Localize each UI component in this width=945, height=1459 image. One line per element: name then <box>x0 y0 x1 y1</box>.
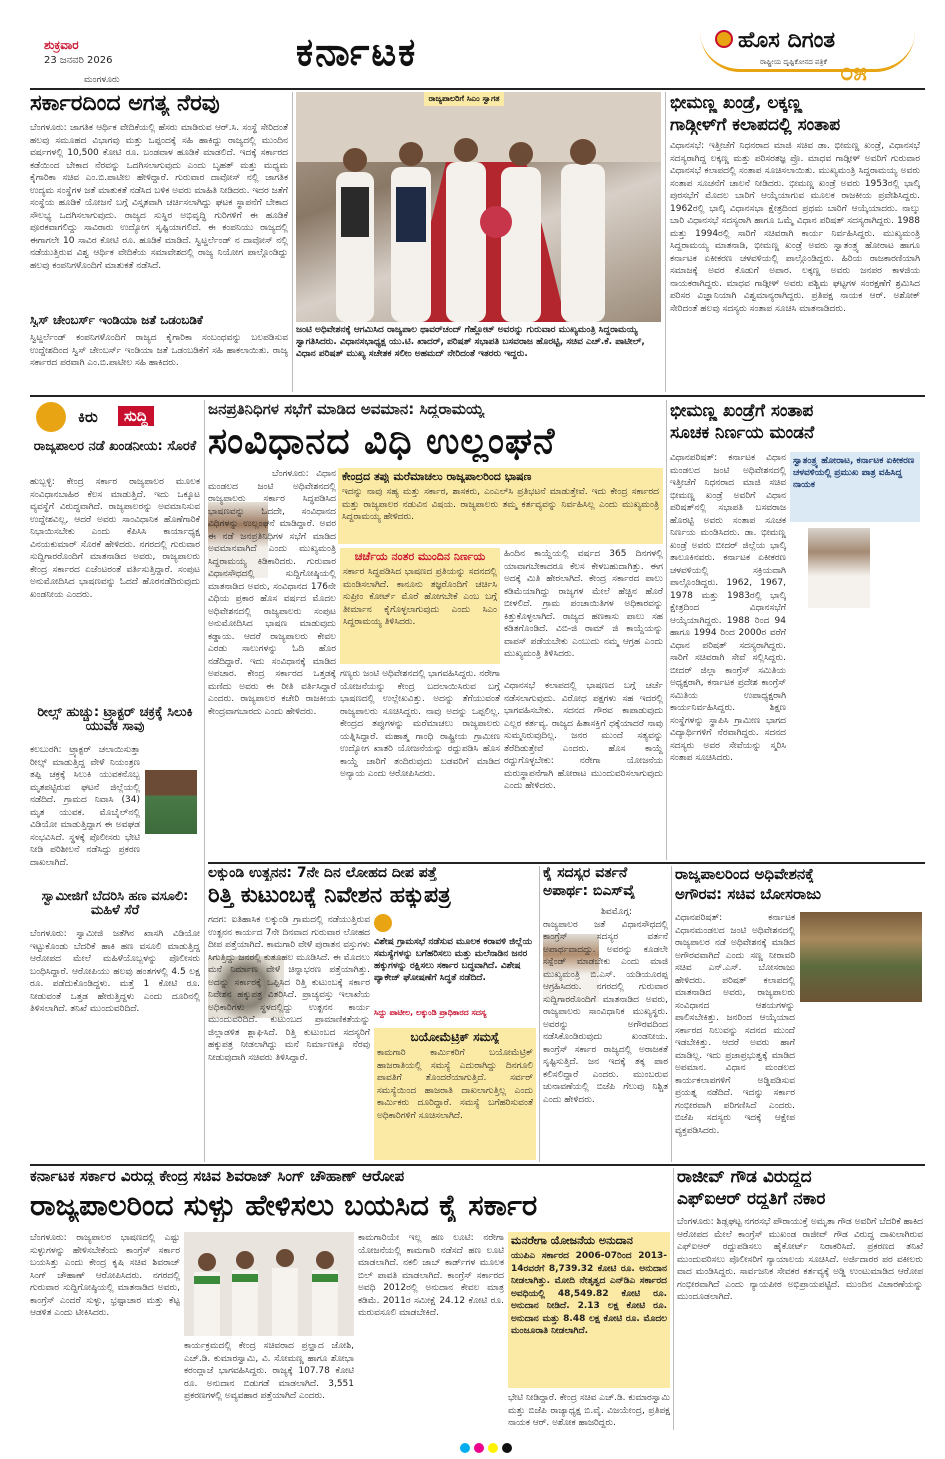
biometric-title: ಬಯೋಮೆಟ್ರಿಕ್ ಸಮಸ್ಯೆ <box>410 1031 500 1044</box>
main-story-kicker: ಜನಪ್ರತಿನಿಧಿಗಳ ಸಭೆಗೆ ಮಾಡಿದ ಅವಮಾನ: ಸಿದ್ದರಾಮಯ್ಯ <box>208 401 485 418</box>
print-registration-marks <box>460 1438 580 1452</box>
rajyapala-headline-2: ಅಗೌರವ: ಸಚಿವ ಬೋಸರಾಜು <box>675 886 822 903</box>
bottom-col3-body: ಕಾಮಗಾರಿಯೇ ಇಲ್ಲ ಹಣ ಲೂಟಿ: ನರೇಗಾ ಯೋಜನೆಯಲ್ಲಿ ಕಾಮಗಾರಿ ನಡೆಸದೆ ಹಣ ಲೂಟಿ ಮಾಡಲಾಗಿದೆ. ನಕಲಿ ಜಾಬ್ ಕಾರ್ಡ್‌ಗಳ ಮೂಲಕ ಬಿಲ್ ಪಾವತಿ ಮಾಡಲಾಗಿದೆ. ಕಾಂಗ್ರೆಸ್ ಸರ್ಕಾರದ ಅವಧಿ 2012ರಲ್ಲಿ ಅನುದಾನ ಕೇವಲ ಮಾತ್ರ ಕಡಿಮೆ. 2011ರ ಸಮೀಕ್ಷೆ 24.12 ಕೋಟಿ ರೂ. ಮರುವಸೂಲಿ ಮಾಡಬೇಕಿದೆ. <box>358 1233 504 1318</box>
lakkundi-headline-1: ಲಕ್ಕುಂಡಿ ಉತ್ಖನನ: 7ನೇ ದಿನ ಲೋಹದ ದೀಪ ಪತ್ತೆ <box>208 866 437 881</box>
rajeev-body: ಬೆಂಗಳೂರು: ಶಿಡ್ಲಘಟ್ಟ ನಗರಸಭೆ ಪೌರಾಯುಕ್ತೆ ಅಮೃತಾ ಗೌಡ ಅವರಿಗೆ ಬೆದರಿಕೆ ಹಾಕಿದ ಆರೋಪದ ಮೇಲೆ ಕಾಂಗ್ರೆಸ್ ಮುಖಂಡ ರಾಜೀವ್ ಗೌಡ ವಿರುದ್ಧ ದಾಖಲಾಗಿರುವ ಎಫ್‌ಐಆರ್ ರದ್ದುಪಡಿಸಲು ಹೈಕೋರ್ಟ್ ನಿರಾಕರಿಸಿದೆ. ಪ್ರಕರಣದ ತನಿಖೆ ಮುಂದುವರಿಸಲು ಪೊಲೀಸರಿಗೆ ನ್ಯಾಯಾಲಯ ಸೂಚಿಸಿದೆ. ಅರ್ಜಿದಾರರ ಪರ ವಕೀಲರು ವಾದ ಮಂಡಿಸಿದ್ದರು. ಸಾರ್ವಜನಿಕ ಸೇವಕರ ಕರ್ತವ್ಯಕ್ಕೆ ಅಡ್ಡಿ ಉಂಟುಮಾಡಿದ ಆರೋಪ ಗಂಭೀರವಾಗಿದೆ ಎಂದು ನ್ಯಾಯಪೀಠ ಅಭಿಪ್ರಾಯಪಟ್ಟಿದೆ. ಮುಂದಿನ ವಿಚಾರಣೆಯನ್ನು ಮುಂದೂಡಲಾಗಿದೆ. <box>677 1217 923 1302</box>
kai-headline-1: ಕೈ ಸದಸ್ಯರ ವರ್ತನೆ <box>543 866 628 881</box>
bhimanna-headline-1: ಭೀಮಣ್ಣ ಖಂಡ್ರೆಗೆ ಸಂತಾಪ <box>670 402 814 421</box>
top-left-body: ಬೆಂಗಳೂರು: ಜಾಗತಿಕ ಆರ್ಥಿಕ ವೇದಿಕೆಯಲ್ಲಿ ಹೆಸರು ಮಾಡಿರುವ ಆರ್.ಸಿ. ಸಂಸ್ಥೆ ಸೇರಿದಂತೆ ಹಲವು ಸಮೂಹದ ವಿಭಾಗವು ಮತ್ತು ಒಪ್ಪಂದಕ್ಕೆ ಸಹಿ ಹಾಕಿದ್ದು ರಾಜ್ಯದಲ್ಲಿ ಮುಂದಿನ ವರ್ಷಗಳಲ್ಲಿ 10,500 ಕೋಟಿ ರೂ. ಬಂಡವಾಳ ಹೂಡಿಕೆ ಮಾಡಲಿದೆ. ಇದಕ್ಕೆ ಸರ್ಕಾರದ ಕಡೆಯಿಂದ ಬೇಕಾದ ನೆರವನ್ನು ಒದಗಿಸಲಾಗುವುದು ಎಂದು ಬೃಹತ್ ಮತ್ತು ಮಧ್ಯಮ ಕೈಗಾರಿಕಾ ಸಚಿವ ಎಂ.ಬಿ.ಪಾಟೀಲ ಹೇಳಿದ್ದಾರೆ. ಗುರುವಾರ ದಾವೋಸ್ ನಲ್ಲಿ ಜಾಗತಿಕ ಉದ್ಯಮ ಸಂಸ್ಥೆಗಳ ಜತೆ ಮಾತುಕತೆ ನಡೆಸಿದ ಬಳಿಕ ಅವರು ಮಾಹಿತಿ ನೀಡಿದರು. ಇದರ ಜತೆಗೆ ಸಂಸ್ಥೆಯ ಹೂಡಿಕೆ ಯೋಜನೆ ಬಗ್ಗೆ ವಿಸ್ತೃತವಾಗಿ ಚರ್ಚಿಸಲಾಗಿದ್ದು ಘಟಕ ಸ್ಥಾಪನೆಗೆ ಬೇಕಾದ ಸೌಲಭ್ಯ ಒದಗಿಸಲಾಗುವುದು. ರಾಜ್ಯದ ಸುಸ್ಥಿರ ಅಭಿವೃದ್ಧಿ ಗುರಿಗಳಿಗೆ ಈ ಹೂಡಿಕೆ ಪೂರಕವಾಗಲಿದ್ದು ಸಾವಿರಾರು ಉದ್ಯೋಗ ಸೃಷ್ಟಿಯಾಗಲಿದೆ. ಈ ಕಂಪನಿಯು ರಾಜ್ಯದಲ್ಲಿ ಈಗಾಗಲೇ 10 ಸಾವಿರ ಕೋಟಿ ರೂ. ಹೂಡಿಕೆ ಮಾಡಿದೆ. ಸ್ವಿಟ್ಜರ್ಲೆಂಡ್ ನ ದಾವೋಸ್ ನಲ್ಲಿ ನಡೆಯುತ್ತಿರುವ ವಿಶ್ವ ಆರ್ಥಿಕ ವೇದಿಕೆಯ ಸಮಾವೇಶದಲ್ಲಿ ರಾಜ್ಯ ನಿಯೋಗ ಪಾಲ್ಗೊಂಡಿದ್ದು ಹಲವು ಕಂಪನಿಗಳೊಂದಿಗೆ ಮಾತುಕತೆ ನಡೆಸಿದೆ. <box>30 123 288 271</box>
kiru-item-1-headline: ರಾಜ್ಯಪಾಲರ ನಡೆ ಖಂಡನೀಯ: ಸೊರಕೆ <box>33 440 197 454</box>
column-divider <box>292 92 293 392</box>
main-col4-body: ವಿಧಾನಸಭೆ ಕಲಾಪದಲ್ಲಿ ಭಾಷಣದ ಬಗ್ಗೆ ಚರ್ಚೆ ನಡೆಸಲಾಗುವುದು. ವಿರೋಧ ಪಕ್ಷಗಳು ಸಹ ಇದರಲ್ಲಿ ಭಾಗವಹಿಸಬೇಕು. ಸದನದ ಗೌರವ ಕಾಪಾಡುವುದು ಎಲ್ಲರ ಕರ್ತವ್ಯ. ರಾಜ್ಯದ ಹಿತಾಸಕ್ತಿಗೆ ಧಕ್ಕೆಯಾದರೆ ನಾವು ಸುಮ್ಮನಿರುವುದಿಲ್ಲ. ಜನರ ಮುಂದೆ ಸತ್ಯವನ್ನು ತೆರೆದಿಡುತ್ತೇವೆ ಎಂದರು. ಹೊಸ ಕಾಯ್ದೆ ರದ್ದುಗೊಳ್ಳಬೇಕು: ನರೇಗಾ ಯೋಜನೆಯ ಮರುಸ್ಥಾಪನೆಗಾಗಿ ಹೋರಾಟ ಮುಂದುವರಿಸಲಾಗುವುದು ಎಂದು ಹೇಳಿದರು. <box>504 681 663 791</box>
union-ministers-photo <box>184 1232 354 1336</box>
section-rule <box>30 395 925 397</box>
date-label: 23 ಜನವರಿ 2026 <box>44 55 113 66</box>
quote-icon <box>374 914 392 932</box>
day-label: ಶುಕ್ರವಾರ <box>44 38 79 52</box>
kiru-suddi-icon <box>36 402 66 432</box>
main-col3-body: ಹಿಂದಿನ ಕಾಯ್ದೆಯಲ್ಲಿ ವರ್ಷದ 365 ದಿನಗಳಲ್ಲಿ ಯಾವಾಗಬೇಕಾದರೂ ಕೆಲಸ ಕೇಳಬಹುದಾಗಿತ್ತು. ಈಗ ಅದಕ್ಕೆ ಮಿತಿ ಹೇರಲಾಗಿದೆ. ಕೇಂದ್ರ ಸರ್ಕಾರದ ಪಾಲು ಕಡಿಮೆಯಾಗಿದ್ದು ರಾಜ್ಯಗಳ ಮೇಲೆ ಹೆಚ್ಚಿನ ಹೊರೆ ಬೀಳಲಿದೆ. ಗ್ರಾಮ ಪಂಚಾಯಿತಿಗಳ ಅಧಿಕಾರವನ್ನು ಕಿತ್ತುಕೊಳ್ಳಲಾಗಿದೆ. ರಾಜ್ಯದ ಹಣಕಾಸು ಪಾಲು ಸಹ ಕಡಿತಗೊಂಡಿದೆ. ವಿಬಿ-ಜಿ ರಾಮ್ ಜಿ ಕಾಯ್ದೆಯನ್ನು ವಾಪಸ್ ಪಡೆಯಬೇಕು ಎಂಬುದು ನಮ್ಮ ಆಗ್ರಹ ಎಂದು ಮುಖ್ಯಮಂತ್ರಿ ತಿಳಿಸಿದರು. <box>504 549 663 659</box>
main-col2-body: ಗಣ್ಯರು ಜಂಟಿ ಅಧಿವೇಶನದಲ್ಲಿ ಭಾಗವಹಿಸಿದ್ದರು. ನರೇಗಾ ಯೋಜನೆಯನ್ನು ಕೇಂದ್ರ ಬದಲಾಯಿಸಿರುವ ಬಗ್ಗೆ ಭಾಷಣದಲ್ಲಿ ಉಲ್ಲೇಖವಿತ್ತು. ಅದನ್ನು ತೆಗೆಯುವಂತೆ ರಾಜ್ಯಪಾಲರು ಸೂಚಿಸಿದ್ದರು. ನಾವು ಅದನ್ನು ಒಪ್ಪಲಿಲ್ಲ. ಕೇಂದ್ರದ ತಪ್ಪುಗಳನ್ನು ಮರೆಮಾಚಲು ರಾಜ್ಯಪಾಲರು ಯತ್ನಿಸಿದ್ದಾರೆ. ಮಹಾತ್ಮ ಗಾಂಧಿ ರಾಷ್ಟ್ರೀಯ ಗ್ರಾಮೀಣ ಉದ್ಯೋಗ ಖಾತರಿ ಯೋಜನೆಯನ್ನು ರದ್ದುಪಡಿಸಿ ಹೊಸ ಕಾಯ್ದೆ ಜಾರಿಗೆ ತಂದಿರುವುದು ಬಡವರಿಗೆ ಮಾಡಿದ ಅನ್ಯಾಯ ಎಂದು ಆರೋಪಿಸಿದರು. <box>340 669 500 779</box>
section-rule <box>30 1164 925 1166</box>
main-highlight-body: ಇದನ್ನು ನಾವು ಸಹ್ಯ ಮತ್ತು ಸರ್ಕಾರ, ಶಾಸಕರು, ಎಂಎಲ್‌ಸಿ ಪ್ರತಿಭಟನೆ ಮಾಡುತ್ತೇವೆ. ಇದು ಕೇಂದ್ರ ಸರ್ಕಾರದ ಮತ್ತು ರಾಜ್ಯಪಾಲರ ನಡುವಿನ ವಿಷಯ. ರಾಜ್ಯಪಾಲರು ತಮ್ಮ ಕರ್ತವ್ಯವನ್ನು ನಿರ್ವಹಿಸಿಲ್ಲ ಎಂದು ಮುಖ್ಯಮಂತ್ರಿ ಸಿದ್ದರಾಮಯ್ಯ ಹೇಳಿದರು. <box>342 487 659 523</box>
main-highlight-box <box>338 468 663 544</box>
bottom-col1-body: ಬೆಂಗಳೂರು: ರಾಜ್ಯಪಾಲರ ಭಾಷಣದಲ್ಲಿ ಎಷ್ಟು ಸುಳ್ಳುಗಳನ್ನು ಹೇಳಿಸಬೇಕೆಂದು ಕಾಂಗ್ರೆಸ್ ಸರ್ಕಾರ ಬಯಸಿತ್ತು ಎಂದು ಕೇಂದ್ರ ಕೃಷಿ ಸಚಿವ ಶಿವರಾಜ್ ಸಿಂಗ್ ಚೌಹಾಣ್ ಆರೋಪಿಸಿದರು. ನಗರದಲ್ಲಿ ಗುರುವಾರ ಸುದ್ದಿಗೋಷ್ಠಿಯಲ್ಲಿ ಮಾತನಾಡಿದ ಅವರು, ಕಾಂಗ್ರೆಸ್ ಎಂದರೆ ಸುಳ್ಳು, ಭ್ರಷ್ಟಾಚಾರ ಮತ್ತು ಕೆಟ್ಟ ಆಡಳಿತ ಎಂದು ಟೀಕಿಸಿದರು. <box>30 1233 180 1318</box>
paper-tagline: ರಾಷ್ಟ್ರೀಯ ದೃಷ್ಟಿಕೋನದ ಪತ್ರಿಕೆ <box>760 58 827 66</box>
paper-name: ಹೊಸ ದಿಗಂತ <box>738 28 836 53</box>
top-right-headline-1: ಭೀಮಣ್ಣ ಖಂಡ್ರೆ, ಲಕ್ಕಣ್ಣ <box>670 94 803 113</box>
rajyapala-headline-1: ರಾಜ್ಯಪಾಲರಿಂದ ಅಧಿವೇಶನಕ್ಕೆ <box>675 866 814 883</box>
lakkundi-body: ಗದಗ: ಐತಿಹಾಸಿಕ ಲಕ್ಕುಂಡಿ ಗ್ರಾಮದಲ್ಲಿ ನಡೆಯುತ್ತಿರುವ ಉತ್ಖನನ ಕಾರ್ಯದ 7ನೇ ದಿನವಾದ ಗುರುವಾರ ಲೋಹದ ದೀಪ ಪತ್ತೆಯಾಗಿದೆ. ಕಾಮಗಾರಿ ವೇಳೆ ಪುರಾತನ ವಸ್ತುಗಳು ಸಿಗುತ್ತಿದ್ದು ಜನರಲ್ಲಿ ಕುತೂಹಲ ಮೂಡಿಸಿದೆ. ಈ ಮೊದಲು ಮನೆ ನಿರ್ಮಾಣ ವೇಳೆ ಚಿನ್ನಾಭರಣ ಪತ್ತೆಯಾಗಿತ್ತು. ಅದನ್ನು ಸರ್ಕಾರಕ್ಕೆ ಒಪ್ಪಿಸಿದ ರಿತ್ತಿ ಕುಟುಂಬಕ್ಕೆ ಸರ್ಕಾರ ನಿವೇಶನ ಹಕ್ಕುಪತ್ರ ವಿತರಿಸಿದೆ. ಪ್ರಾಚ್ಯವಸ್ತು ಇಲಾಖೆಯ ಅಧಿಕಾರಿಗಳು ಸ್ಥಳದಲ್ಲಿದ್ದು ಉತ್ಖನನ ಕಾರ್ಯ ಮುಂದುವರಿದಿದೆ. ಕುಟುಂಬದ ಪ್ರಾಮಾಣಿಕತೆಯನ್ನು ಜಿಲ್ಲಾಡಳಿತ ಶ್ಲಾಘಿಸಿದೆ. ರಿತ್ತಿ ಕುಟುಂಬದ ಸದಸ್ಯರಿಗೆ ಹಕ್ಕುಪತ್ರ ನೀಡಲಾಗಿದ್ದು ಮನೆ ನಿರ್ಮಾಣಕ್ಕೂ ನೆರವು ನೀಡುವುದಾಗಿ ಸಚಿವರು ತಿಳಿಸಿದ್ದಾರೆ. <box>208 915 370 1063</box>
column-divider <box>539 866 540 1162</box>
kiru-suddi-banner <box>30 400 202 434</box>
photo-caption: ಜಂಟಿ ಅಧಿವೇಶನಕ್ಕೆ ಆಗಮಿಸಿದ ರಾಜ್ಯಪಾಲ ಥಾವರ್‌ಚಂದ್ ಗೆಹ್ಲೋಟ್ ಅವರನ್ನು ಗುರುವಾರ ಮುಖ್ಯಮಂತ್ರಿ ಸಿದ್ದರಾಮಯ್ಯ ಸ್ವಾಗತಿಸಿದರು. ವಿಧಾನಸಭಾಧ್ಯಕ್ಷ ಯು.ಟಿ. ಖಾದರ್, ಪರಿಷತ್ ಸಭಾಪತಿ ಬಸವರಾಜ ಹೊರಟ್ಟಿ, ಸಚಿವ ಎಚ್.ಕೆ. ಪಾಟೀಲ್, ವಿಧಾನ ಪರಿಷತ್ ಮುಖ್ಯ ಸಚೇತಕ ಸಲೀಂ ಅಹಮದ್ ನೇರಿದಂತೆ ಇತರರು ಇದ್ದರು. <box>296 325 645 359</box>
col2-note-title: ಚರ್ಚೆಯ ನಂತರ ಮುಂದಿನ ನಿರ್ಣಯ <box>354 551 486 563</box>
quote-box <box>374 914 536 1024</box>
masthead-rule <box>30 88 925 90</box>
kiru-item-1-body: ಹುಬ್ಬಳ್ಳಿ: ಕೇಂದ್ರ ಸರ್ಕಾರ ರಾಜ್ಯಪಾಲರ ಮೂಲಕ ಸಂವಿಧಾನಬಾಹಿರ ಕೆಲಸ ಮಾಡುತ್ತಿದೆ. ಇದು ಒಕ್ಕೂಟ ವ್ಯವಸ್ಥೆಗೆ ವಿರುದ್ಧವಾಗಿದೆ. ರಾಜ್ಯಪಾಲರನ್ನು ಅವಮಾನಿಸುವ ಉದ್ದೇಶವಿಲ್ಲ, ಆದರೆ ಅವರು ಸಾಂವಿಧಾನಿಕ ಹೊಣೆಗಾರಿಕೆ ನಿಭಾಯಿಸಬೇಕು ಎಂದು ಕೆಪಿಸಿಸಿ ಕಾರ್ಯಾಧ್ಯಕ್ಷ ವಿನಯಕುಮಾರ್ ಸೊರಕೆ ಹೇಳಿದರು. ನಗರದಲ್ಲಿ ಗುರುವಾರ ಸುದ್ದಿಗಾರರೊಂದಿಗೆ ಮಾತನಾಡಿದ ಅವರು, ರಾಜ್ಯಪಾಲರು ಕೇಂದ್ರ ಸರ್ಕಾರದ ಏಜೆಂಟರಂತೆ ವರ್ತಿಸುತ್ತಿದ್ದಾರೆ. ಸಂಪುಟ ಅನುಮೋದಿಸಿದ ಭಾಷಣವನ್ನು ಓದದೆ ಹೊರನಡೆದಿರುವುದು ಖಂಡನೀಯ ಎಂದರು. <box>30 477 200 600</box>
bottom-kicker: ಕರ್ನಾಟಕ ಸರ್ಕಾರ ವಿರುದ್ಧ ಕೇಂದ್ರ ಸಚಿವ ಶಿವರಾಜ್ ಸಿಂಗ್ ಚೌಹಾಣ್ ಆರೋಪ <box>30 1168 405 1185</box>
photo-illustration <box>296 92 661 322</box>
kai-headline-2: ಅಪಾರ್ಥ: ಬಿಎಸ್‌ವೈ <box>543 884 636 899</box>
quote-text: ವಿಶೇಷ ಗ್ರಾಮಸಭೆ ನಡೆಸುವ ಮೂಲಕ ಕರಾವಳಿ ಜಿಲ್ಲೆಯ ಸಮಸ್ಯೆಗಳನ್ನು ಬಗೆಹರಿಸಲು ಮತ್ತು ಮಲೆನಾಡಿನ ಜನರ ಹಕ್ಕುಗಳನ್ನು ರಕ್ಷಿಸಲು ಸರ್ಕಾರ ಬದ್ಧವಾಗಿದೆ. ವಿಶೇಷ ಪ್ಯಾಕೇಜ್ ಘೋಷಣೆಗೆ ಸಿದ್ಧತೆ ನಡೆದಿದೆ. <box>374 937 533 983</box>
manrega-box <box>508 1232 670 1388</box>
bhimanna-portrait <box>808 528 870 608</box>
kiru-item-3-headline: ಸ್ವಾಮೀಜಿಗೆ ಬೆದರಿಸಿ ಹಣ ವಸೂಲಿ: ಮಹಿಳೆ ಸೆರೆ <box>41 890 189 919</box>
suddi-label: ಸುದ್ದಿ <box>118 406 154 426</box>
bottom-col2-body: ಕಾರ್ಯಕ್ರಮದಲ್ಲಿ ಕೇಂದ್ರ ಸಚಿವರಾದ ಪ್ರಲ್ಹಾದ ಜೋಶಿ, ಎಚ್.ಡಿ. ಕುಮಾರಸ್ವಾಮಿ, ವಿ. ಸೋಮಣ್ಣ ಹಾಗೂ ಶೋಭಾ ಕರಂದ್ಲಾಜೆ ಭಾಗವಹಿಸಿದ್ದರು. ರಾಜ್ಯಕ್ಕೆ 107.78 ಕೋಟಿ ರೂ. ಅನುದಾನ ಬಿಡುಗಡೆ ಮಾಡಲಾಗಿದೆ. 3,551 ಪ್ರಕರಣಗಳಲ್ಲಿ ಅವ್ಯವಹಾರ ಪತ್ತೆಯಾಗಿದೆ ಎಂದರು. <box>184 1341 354 1401</box>
main-col1-body: ಬೆಂಗಳೂರು: ವಿಧಾನ ಮಂಡಲದ ಜಂಟಿ ಅಧಿವೇಶನದಲ್ಲಿ ರಾಜ್ಯಪಾಲರು ಸರ್ಕಾರ ಸಿದ್ಧಪಡಿಸಿದ ಭಾಷಣವನ್ನು ಓದದೇ, ಸಂವಿಧಾನದ ವಿಧಿಗಳನ್ನು ಉಲ್ಲಂಘನೆ ಮಾಡಿದ್ದಾರೆ. ಅವರ ಈ ನಡೆ ಜನಪ್ರತಿನಿಧಿಗಳ ಸಭೆಗೆ ಮಾಡಿದ ಅವಮಾನವಾಗಿದೆ ಎಂದು ಮುಖ್ಯಮಂತ್ರಿ ಸಿದ್ದರಾಮಯ್ಯ ಕಿಡಿಕಾರಿದರು. ಗುರುವಾರ ವಿಧಾನಸೌಧದಲ್ಲಿ ಸುದ್ದಿಗೋಷ್ಠಿಯಲ್ಲಿ ಮಾತನಾಡಿದ ಅವರು, ಸಂವಿಧಾನದ 176ನೇ ವಿಧಿಯ ಪ್ರಕಾರ ಹೊಸ ವರ್ಷದ ಮೊದಲ ಅಧಿವೇಶನದಲ್ಲಿ ರಾಜ್ಯಪಾಲರು ಸಂಪುಟ ಅನುಮೋದಿಸಿದ ಭಾಷಣ ಮಾಡುವುದು ಕಡ್ಡಾಯ. ಆದರೆ ರಾಜ್ಯಪಾಲರು ಕೇವಲ ಎರಡು ಸಾಲುಗಳನ್ನು ಓದಿ ಹೊರ ನಡೆದಿದ್ದಾರೆ. ಇದು ಸಂವಿಧಾನಕ್ಕೆ ಮಾಡಿದ ಅಪಚಾರ. ಕೇಂದ್ರ ಸರ್ಕಾರದ ಒತ್ತಡಕ್ಕೆ ಮಣಿದು ಅವರು ಈ ರೀತಿ ವರ್ತಿಸಿದ್ದಾರೆ ಎಂದರು. ರಾಜ್ಯಪಾಲರ ಕಚೇರಿ ರಾಜಕೀಯ ಕೇಂದ್ರವಾಗಬಾರದು ಎಂದು ಹೇಳಿದರು. <box>208 469 336 717</box>
top-right-body: ವಿಧಾನಸಭೆ: ಇತ್ತೀಚೆಗೆ ನಿಧನರಾದ ಮಾಜಿ ಸಚಿವ ಡಾ. ಭೀಮಣ್ಣ ಖಂಡ್ರೆ, ವಿಧಾನಸಭೆ ಸದಸ್ಯರಾಗಿದ್ದ ಲಕ್ಕಣ್ಣ ಮತ್ತು ಪರಿಸರತಜ್ಞ ಪ್ರೊ. ಮಾಧವ ಗಾಡ್ಗೀಳ್ ಅವರಿಗೆ ಗುರುವಾರ ವಿಧಾನಸಭೆ ಕಲಾಪದಲ್ಲಿ ಸಂತಾಪ ಸೂಚಿಸಲಾಯಿತು. ಮುಖ್ಯಮಂತ್ರಿ ಸಿದ್ದರಾಮಯ್ಯ ಅವರು ಸಂತಾಪ ಸೂಚನೆಗೆ ಚಾಲನೆ ನೀಡಿದರು. ಭೀಮಣ್ಣ ಖಂಡ್ರೆ ಅವರು 1953ರಲ್ಲಿ ಭಾಲ್ಕಿ ಪುರಸಭೆಗೆ ಮೊದಲ ಬಾರಿಗೆ ಆಯ್ಕೆಯಾಗುವ ಮೂಲಕ ರಾಜಕೀಯ ಪ್ರವೇಶಿಸಿದ್ದರು. 1962ರಲ್ಲಿ ಭಾಲ್ಕಿ ವಿಧಾನಸಭಾ ಕ್ಷೇತ್ರದಿಂದ ಪ್ರಥಮ ಬಾರಿಗೆ ಆಯ್ಕೆಯಾದರು. ನಾಲ್ಕು ಬಾರಿ ವಿಧಾನಸಭೆ ಸದಸ್ಯರಾಗಿ ಹಾಗೂ ಒಮ್ಮೆ ವಿಧಾನ ಪರಿಷತ್ ಸದಸ್ಯರಾಗಿದ್ದರು. 1988 ಮತ್ತು 1994ರಲ್ಲಿ ಸಾರಿಗೆ ಸಚಿವರಾಗಿ ಕಾರ್ಯ ನಿರ್ವಹಿಸಿದ್ದರು. ಮುಖ್ಯಮಂತ್ರಿ ಸಿದ್ದರಾಮಯ್ಯ ಮಾತನಾಡಿ, ಭೀಮಣ್ಣ ಖಂಡ್ರೆ ಅವರು ಸ್ವಾತಂತ್ರ್ಯ ಹೋರಾಟ ಹಾಗೂ ಕರ್ನಾಟಕ ಏಕೀಕರಣ ಚಳವಳಿಯಲ್ಲಿ ಪಾಲ್ಗೊಂಡಿದ್ದರು. ಹಿರಿಯ ರಾಜಕಾರಣಿಯಾಗಿ ಸಮಾಜಕ್ಕೆ ಅವರ ಕೊಡುಗೆ ಅಪಾರ. ಲಕ್ಕಣ್ಣ ಅವರು ಜನಪರ ಕಾಳಜಿಯ ನಾಯಕರಾಗಿದ್ದರು. ಮಾಧವ ಗಾಡ್ಗೀಳ್ ಅವರು ಪಶ್ಚಿಮ ಘಟ್ಟಗಳ ಸಂರಕ್ಷಣೆಗೆ ಶ್ರಮಿಸಿದ ಪರಿಸರ ವಿಜ್ಞಾನಿಯಾಗಿ ವಿಶ್ವಮಾನ್ಯರಾಗಿದ್ದರು. ಪ್ರತಿಪಕ್ಷ ನಾಯಕ ಆರ್. ಅಶೋಕ್ ಸೇರಿದಂತೆ ಹಲವು ಸದಸ್ಯರು ಸಂತಾಪ ಸೂಚಿಸಿ ಮಾತನಾಡಿದರು. <box>670 141 920 314</box>
section-title: ಕರ್ನಾಟಕ <box>296 30 418 74</box>
bhimanna-box: ಸ್ವಾತಂತ್ರ್ಯ ಹೋರಾಟ, ಕರ್ನಾಟಕ ಏಕೀಕರಣ ಚಳವಳಿಯಲ್ಲಿ ಪ್ರಮುಖ ಪಾತ್ರ ವಹಿಸಿದ್ದ ನಾಯಕ <box>790 452 920 522</box>
lakkundi-headline-2: ರಿತ್ತಿ ಕುಟುಂಬಕ್ಕೆ ನಿವೇಶನ ಹಕ್ಕುಪತ್ರ <box>208 884 451 908</box>
brand-arc <box>700 32 915 72</box>
page-number: ೦೫ <box>840 58 867 86</box>
main-highlight-title: ಕೇಂದ್ರದ ತಪ್ಪು ಮರೆಮಾಚಲು ರಾಜ್ಯಪಾಲರಿಂದ ಭಾಷಣ <box>342 471 532 483</box>
kiru-item-3-body: ಬೆಂಗಳೂರು: ಸ್ವಾಮೀಜಿ ಜತೆಗಿನ ಖಾಸಗಿ ವಿಡಿಯೋ ಇಟ್ಟುಕೊಂಡು ಬೆದರಿಕೆ ಹಾಕಿ ಹಣ ವಸೂಲಿ ಮಾಡುತ್ತಿದ್ದ ಆರೋಪದ ಮೇಲೆ ಮಹಿಳೆಯೊಬ್ಬಳನ್ನು ಪೊಲೀಸರು ಬಂಧಿಸಿದ್ದಾರೆ. ಆರೋಪಿಯು ಹಲವು ಹಂತಗಳಲ್ಲಿ 4.5 ಲಕ್ಷ ರೂ. ಪಡೆದುಕೊಂಡಿದ್ದಳು. ಮತ್ತೆ 1 ಕೋಟಿ ರೂ. ನೀಡುವಂತೆ ಒತ್ತಡ ಹೇರುತ್ತಿದ್ದಳು ಎಂದು ದೂರಿನಲ್ಲಿ ತಿಳಿಸಲಾಗಿದೆ. ತನಿಖೆ ಮುಂದುವರಿದಿದೆ. <box>30 929 200 1014</box>
rajyapala-body: ವಿಧಾನಪರಿಷತ್: ಕರ್ನಾಟಕ ವಿಧಾನಮಂಡಲದ ಜಂಟಿ ಅಧಿವೇಶನದಲ್ಲಿ ರಾಜ್ಯಪಾಲರ ನಡೆ ಅಧಿವೇಶನಕ್ಕೆ ಮಾಡಿದ ಅಗೌರವವಾಗಿದೆ ಎಂದು ಸಣ್ಣ ನೀರಾವರಿ ಸಚಿವ ಎನ್.ಎಸ್. ಬೋಸರಾಜು ಹೇಳಿದರು. ಪರಿಷತ್ ಕಲಾಪದಲ್ಲಿ ಮಾತನಾಡಿದ ಅವರು, ರಾಜ್ಯಪಾಲರು ಸಂವಿಧಾನದ ಆಶಯಗಳನ್ನು ಪಾಲಿಸಬೇಕಿತ್ತು. ಜನರಿಂದ ಆಯ್ಕೆಯಾದ ಸರ್ಕಾರದ ನಿಲುವನ್ನು ಸದನದ ಮುಂದೆ ಇಡಬೇಕಿತ್ತು. ಆದರೆ ಅವರು ಹಾಗೆ ಮಾಡಿಲ್ಲ. ಇದು ಪ್ರಜಾಪ್ರಭುತ್ವಕ್ಕೆ ಮಾಡಿದ ಅಪಮಾನ. ವಿಧಾನ ಮಂಡಲದ ಕಾರ್ಯಕಲಾಪಗಳಿಗೆ ಅಡ್ಡಿಪಡಿಸುವ ಪ್ರಯತ್ನ ನಡೆದಿದೆ. ಇದನ್ನು ಸರ್ಕಾರ ಗಂಭೀರವಾಗಿ ಪರಿಗಣಿಸಿದೆ ಎಂದರು. ಬಿಜೆಪಿ ಸದಸ್ಯರು ಇದಕ್ಕೆ ಆಕ್ಷೇಪ ವ್ಯಕ್ತಪಡಿಸಿದರು. <box>675 913 795 1136</box>
city-label: ಮಂಗಳೂರು <box>84 75 120 85</box>
col2-note-body: ಸರ್ಕಾರ ಸಿದ್ಧಪಡಿಸಿದ ಭಾಷಣದ ಪ್ರತಿಯನ್ನು ಸದನದಲ್ಲಿ ಮಂಡಿಸಲಾಗಿದೆ. ಕಾನೂನು ತಜ್ಞರೊಂದಿಗೆ ಚರ್ಚಿಸಿ ಸುಪ್ರೀಂ ಕೋರ್ಟ್ ಮೊರೆ ಹೋಗಬೇಕೆ ಎಂಬ ಬಗ್ಗೆ ತೀರ್ಮಾನ ಕೈಗೊಳ್ಳಲಾಗುವುದು ಎಂದು ಸಿಎಂ ಸಿದ್ದರಾಮಯ್ಯ ತಿಳಿಸಿದರು. <box>343 567 497 628</box>
column-divider <box>666 400 667 860</box>
kiru-item-2-body: ಕಲಬುರಗಿ: ಟ್ರ್ಯಾಕ್ಟರ್ ಚಲಾಯಿಸುತ್ತಾ ರೀಲ್ಸ್ ಮಾಡುತ್ತಿದ್ದ ವೇಳೆ ನಿಯಂತ್ರಣ ತಪ್ಪಿ ಚಕ್ರಕ್ಕೆ ಸಿಲುಕಿ ಯುವಕನೊಬ್ಬ ಮೃತಪಟ್ಟಿರುವ ಘಟನೆ ಜಿಲ್ಲೆಯಲ್ಲಿ ನಡೆದಿದೆ. ಗ್ರಾಮದ ನಿವಾಸಿ (34) ಮೃತ ಯುವಕ. ಮೊಬೈಲ್‌ನಲ್ಲಿ ವಿಡಿಯೋ ಮಾಡುತ್ತಿದ್ದಾಗ ಈ ಅವಘಡ ಸಂಭವಿಸಿದೆ. ಸ್ಥಳಕ್ಕೆ ಪೊಲೀಸರು ಭೇಟಿ ನೀಡಿ ಪರಿಶೀಲನೆ ನಡೆಸಿದ್ದು ಪ್ರಕರಣ ದಾಖಲಾಗಿದೆ. <box>30 745 140 868</box>
photo-illustration <box>184 1232 354 1336</box>
manrega-title: ಮನರೇಗಾ ಯೋಜನೆಯ ಅನುದಾನ <box>511 1235 633 1247</box>
photo-tag: ರಾಜ್ಯಪಾಲರಿಗೆ ಸಿಎಂ ಸ್ವಾಗತ <box>424 92 504 106</box>
kiru-item-2-photo <box>145 770 197 834</box>
main-story-headline: ಸಂವಿಧಾನದ ವಿಧಿ ಉಲ್ಲಂಘನೆ <box>208 422 556 462</box>
manrega-body: ಯುಪಿಎ ಸರ್ಕಾರದ 2006-07ರಿಂದ 2013-14ರವರೆಗೆ 8,739.32 ಕೋಟಿ ರೂ. ಅನುದಾನ ನೀಡಲಾಗಿತ್ತು. ಮೋದಿ ನೇತೃತ್ವದ ಎನ್‌ಡಿಎ ಸರ್ಕಾರದ ಅವಧಿಯಲ್ಲಿ 48,549.82 ಕೋಟಿ ರೂ. ಅನುದಾನ ನೀಡಿದೆ. 2.13 ಲಕ್ಷ ಕೋಟಿ ರೂ. ಅನುದಾನ ಮತ್ತು 8.48 ಲಕ್ಷ ಕೋಟಿ ರೂ. ಮೊದಲ ಮಂಜೂರಾತಿ ನೀಡಲಾಗಿದೆ. <box>511 1251 667 1337</box>
col2-note-box <box>340 548 500 664</box>
kai-body: ಶಿವಮೊಗ್ಗ: ರಾಜ್ಯಪಾಲರ ಜತೆ ವಿಧಾನಸೌಧದಲ್ಲಿ ಕಾಂಗ್ರೆಸ್ ಸದಸ್ಯರ ವರ್ತನೆ ಅಪಾರ್ಥವಾದದ್ದು. ಅವರನ್ನು ಕೂಡಲೇ ಸಸ್ಪೆಂಡ್ ಮಾಡಬೇಕು ಎಂದು ಮಾಜಿ ಮುಖ್ಯಮಂತ್ರಿ ಬಿ.ಎಸ್. ಯಡಿಯೂರಪ್ಪ ಆಗ್ರಹಿಸಿದರು. ನಗರದಲ್ಲಿ ಗುರುವಾರ ಸುದ್ದಿಗಾರರೊಂದಿಗೆ ಮಾತನಾಡಿದ ಅವರು, ರಾಜ್ಯಪಾಲರು ಸಾಂವಿಧಾನಿಕ ಮುಖ್ಯಸ್ಥರು. ಅವರನ್ನು ಅಗೌರವದಿಂದ ನಡೆಸಿಕೊಂಡಿರುವುದು ಖಂಡನೀಯ. ಕಾಂಗ್ರೆಸ್ ಸರ್ಕಾರ ರಾಜ್ಯದಲ್ಲಿ ಅರಾಜಕತೆ ಸೃಷ್ಟಿಸುತ್ತಿದೆ. ಜನ ಇದಕ್ಕೆ ತಕ್ಕ ಪಾಠ ಕಲಿಸಲಿದ್ದಾರೆ ಎಂದರು. ಮುಂಬರುವ ಚುನಾವಣೆಯಲ್ಲಿ ಬಿಜೆಪಿ ಗೆಲುವು ನಿಶ್ಚಿತ ಎಂದು ಹೇಳಿದರು. <box>543 907 668 1105</box>
governor-welcome-photo <box>296 92 661 322</box>
top-left-headline: ಸರ್ಕಾರದಿಂದ ಅಗತ್ಯ ನೆರವು <box>30 92 220 116</box>
top-right-headline-2: ಗಾಡ್ಗೀಳ್‌ಗೆ ಕಲಾಪದಲ್ಲಿ ಸಂತಾಪ <box>670 116 841 135</box>
biometric-body: ಕಾಮಗಾರಿ ಕಾರ್ಮಿಕರಿಗೆ ಬಯೋಮೆಟ್ರಿಕ್ ಹಾಜರಾತಿಯಲ್ಲಿ ಸಮಸ್ಯೆ ಎದುರಾಗಿದ್ದು ದಿನಗೂಲಿ ಪಾವತಿಗೆ ತೊಂದರೆಯಾಗುತ್ತಿದೆ. ಸರ್ವರ್ ಸಮಸ್ಯೆಯಿಂದ ಹಾಜರಾತಿ ದಾಖಲಾಗುತ್ತಿಲ್ಲ ಎಂದು ಕಾರ್ಮಿಕರು ದೂರಿದ್ದಾರೆ. ಸಮಸ್ಯೆ ಬಗೆಹರಿಸುವಂತೆ ಅಧಿಕಾರಿಗಳಿಗೆ ಸೂಚಿಸಲಾಗಿದೆ. <box>377 1048 533 1121</box>
column-divider <box>671 866 672 1162</box>
kiru-label: ಕಿರು <box>78 408 98 426</box>
column-divider <box>204 400 205 1162</box>
section-rule <box>208 862 925 864</box>
bottom-col4-body: ಭೇಟಿ ನೀಡಿದ್ದಾರೆ. ಕೇಂದ್ರ ಸಚಿವ ಎಚ್.ಡಿ. ಕುಮಾರಸ್ವಾಮಿ ಮತ್ತು ಬಿಜೆಪಿ ರಾಜ್ಯಾಧ್ಯಕ್ಷ ಬಿ.ವೈ. ವಿಜಯೇಂದ್ರ, ಪ್ರತಿಪಕ್ಷ ನಾಯಕ ಆರ್. ಅಶೋಕ ಹಾಜರಿದ್ದರು. <box>508 1393 670 1428</box>
top-left-subbody: ಸ್ವಿಟ್ಜರ್ಲೆಂಡ್ ಕಂಪನಿಗಳೊಂದಿಗೆ ರಾಜ್ಯದ ಕೈಗಾರಿಕಾ ಸಂಬಂಧವನ್ನು ಬಲಪಡಿಸುವ ಉದ್ದೇಶದಿಂದ ಸ್ವಿಸ್ ಚೇಂಬರ್ಸ್ ಇಂಡಿಯಾ ಜತೆ ಒಡಂಬಡಿಕೆಗೆ ಸಹಿ ಹಾಕಲಾಯಿತು. ರಾಜ್ಯ ಸರ್ಕಾರದ ಪರವಾಗಿ ಎಂ.ಬಿ.ಪಾಟೀಲ ಸಹಿ ಹಾಕಿದರು. <box>30 333 288 368</box>
rajeev-headline-1: ರಾಜೀವ್ ಗೌಡ ವಿರುದ್ಧದ <box>677 1168 812 1187</box>
top-left-subheadline: ಸ್ವಿಸ್ ಚೇಂಬರ್ಸ್ ಇಂಡಿಯಾ ಜತೆ ಒಡಂಬಡಿಕೆ <box>30 314 203 327</box>
quote-attribution: ಸಿದ್ದು ಪಾಟೀಲ, ಲಕ್ಕುಂಡಿ ಪ್ರಾಧಿಕಾರದ ಸದಸ್ಯ <box>374 1008 487 1017</box>
masthead <box>0 0 945 88</box>
bhimanna-headline-2: ಸೂಚಕ ನಿರ್ಣಯ ಮಂಡನೆ <box>670 424 815 443</box>
column-divider <box>665 92 666 392</box>
kiru-item-2-headline: ರೀಲ್ಸ್ ಹುಚ್ಚು: ಟ್ರ್ಯಾಕ್ಟರ್ ಚಕ್ರಕ್ಕೆ ಸಿಲುಕಿ ಯುವಕ ಸಾವು <box>37 706 193 735</box>
bottom-headline: ರಾಜ್ಯಪಾಲರಿಂದ ಸುಳ್ಳು ಹೇಳಿಸಲು ಬಯಸಿದ ಕೈ ಸರ್ಕಾರ <box>30 1190 538 1222</box>
column-divider <box>673 1168 674 1430</box>
assembly-photo <box>800 912 922 1002</box>
rajeev-headline-2: ಎಫ್‌ಐಆರ್ ರದ್ದತಿಗೆ ನಕಾರ <box>677 1190 826 1209</box>
bhimanna-body: ವಿಧಾನಪರಿಷತ್: ಕರ್ನಾಟಕ ವಿಧಾನ ಮಂಡಲದ ಜಂಟಿ ಅಧಿವೇಶನದಲ್ಲಿ ಇತ್ತೀಚೆಗೆ ನಿಧನರಾದ ಮಾಜಿ ಸಚಿವ ಭೀಮಣ್ಣ ಖಂಡ್ರೆ ಅವರಿಗೆ ವಿಧಾನ ಪರಿಷತ್‌ನಲ್ಲಿ ಸಭಾಪತಿ ಬಸವರಾಜ ಹೊರಟ್ಟಿ ಅವರು ಸಂತಾಪ ಸೂಚಕ ನಿರ್ಣಯ ಮಂಡಿಸಿದರು. ಡಾ. ಭೀಮಣ್ಣ ಖಂಡ್ರೆ ಅವರು ಬೀದರ್ ಜಿಲ್ಲೆಯ ಭಾಲ್ಕಿ ತಾಲೂಕಿನವರು. ಕರ್ನಾಟಕ ಏಕೀಕರಣ ಚಳವಳಿಯಲ್ಲಿ ಸಕ್ರಿಯವಾಗಿ ಪಾಲ್ಗೊಂಡಿದ್ದರು. 1962, 1967, 1978 ಮತ್ತು 1983ರಲ್ಲಿ ಭಾಲ್ಕಿ ಕ್ಷೇತ್ರದಿಂದ ವಿಧಾನಸಭೆಗೆ ಆಯ್ಕೆಯಾಗಿದ್ದರು. 1988 ರಿಂದ 94 ಹಾಗೂ 1994 ರಿಂದ 2000ರ ವರೆಗೆ ವಿಧಾನ ಪರಿಷತ್ ಸದಸ್ಯರಾಗಿದ್ದರು. ಸಾರಿಗೆ ಸಚಿವರಾಗಿ ಸೇವೆ ಸಲ್ಲಿಸಿದ್ದರು. ಬೀದರ್ ಜಿಲ್ಲಾ ಕಾಂಗ್ರೆಸ್ ಸಮಿತಿಯ ಅಧ್ಯಕ್ಷರಾಗಿ, ಕರ್ನಾಟಕ ಪ್ರದೇಶ ಕಾಂಗ್ರೆಸ್ ಸಮಿತಿಯ ಉಪಾಧ್ಯಕ್ಷರಾಗಿ ಕಾರ್ಯನಿರ್ವಹಿಸಿದ್ದರು. ಶಿಕ್ಷಣ ಸಂಸ್ಥೆಗಳನ್ನು ಸ್ಥಾಪಿಸಿ ಗ್ರಾಮೀಣ ಭಾಗದ ವಿದ್ಯಾರ್ಥಿಗಳಿಗೆ ನೆರವಾಗಿದ್ದರು. ಸದನದ ಸದಸ್ಯರು ಅವರ ಸೇವೆಯನ್ನು ಸ್ಮರಿಸಿ ಸಂತಾಪ ಸೂಚಿಸಿದರು. <box>670 453 786 763</box>
biometric-box <box>374 1028 536 1160</box>
